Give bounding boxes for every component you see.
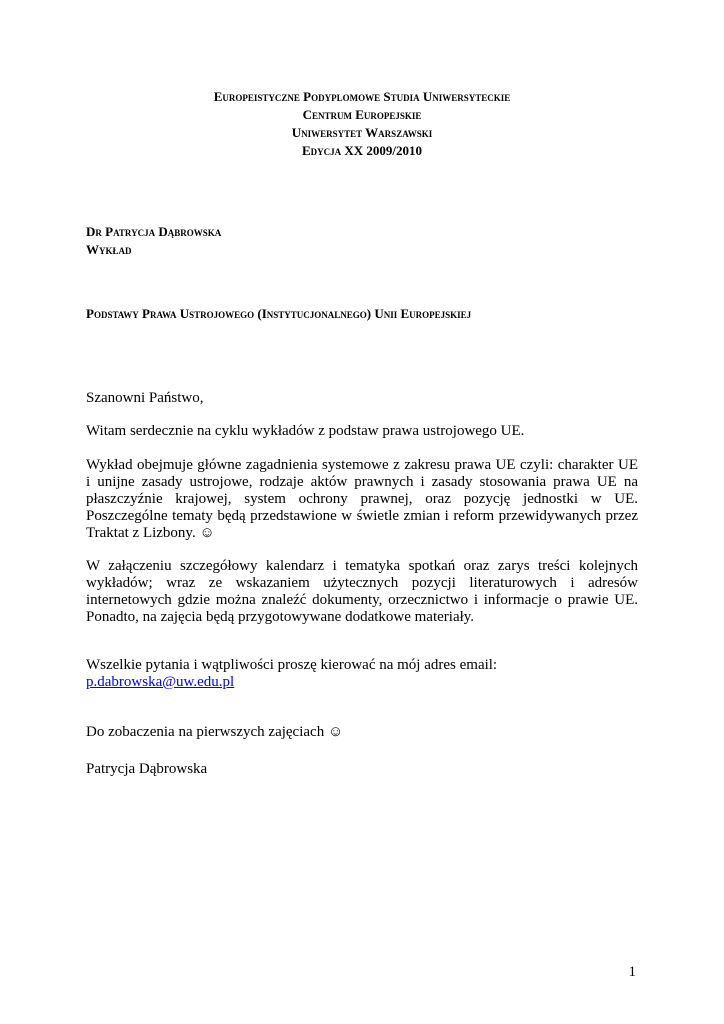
header-line-institution: Europeistyczne Podyplomowe Studia Uniwersyteckie [213, 89, 511, 104]
author-role: Wykład [86, 242, 132, 257]
author-name: Dr Patrycja Dąbrowska [86, 224, 222, 239]
letter-salutation: Szanowni Państwo, [86, 390, 204, 406]
header-line-centre: Centrum Europejskie [302, 107, 422, 122]
letter-questions [86, 657, 638, 691]
letter-paragraph-attachments: W załączeniu szczegółowy kalendarz i tematyka spotkań oraz zarys treści kolejnych wykładów; wraz ze wskazaniem użytecznych pozycji literaturowych i adresów internetowych gdzie można znaleźć dokumenty, orzecznictwo i informacje o prawie UE. Ponadto, na zajęcia będą przygotowywane dodatkowe materiały. [86, 558, 638, 625]
header-line-university: Uniwersytet Warszawski [291, 125, 433, 140]
email-link[interactable]: p.dabrowska@uw.edu.pl [86, 674, 235, 690]
course-title: Podstawy Prawa Ustrojowego (Instytucjonalnego) Unii Europejskiej [86, 306, 472, 321]
letter-paragraph-scope: Wykład obejmuje główne zagadnienia systemowe z zakresu prawa UE czyli: charakter UE i unijne zasady ustrojowe, rodzaje aktów prawnych i zasady stosowania prawa UE na płaszczyźnie krajowej, system ochrony prawnej, oraz pozycję jednostki w UE. Poszczególne tematy będą przedstawione w świetle zmian i reform przewidywanych przez Traktat z Lizbony. ☺ [86, 457, 638, 541]
letter-farewell: Do zobaczenia na pierwszych zajęciach ☺ [86, 724, 344, 740]
header-line-edition: Edycja XX 2009/2010 [301, 143, 423, 158]
author-block [86, 223, 221, 259]
document-header [86, 88, 638, 160]
letter-welcome: Witam serdecznie na cyklu wykładów z podstaw prawa ustrojowego UE. [86, 423, 525, 439]
questions-text: Wszelkie pytania i wątpliwości proszę kierować na mój adres email: [86, 657, 498, 673]
letter-signature: Patrycja Dąbrowska [86, 761, 208, 777]
page-number: 1 [628, 964, 636, 980]
